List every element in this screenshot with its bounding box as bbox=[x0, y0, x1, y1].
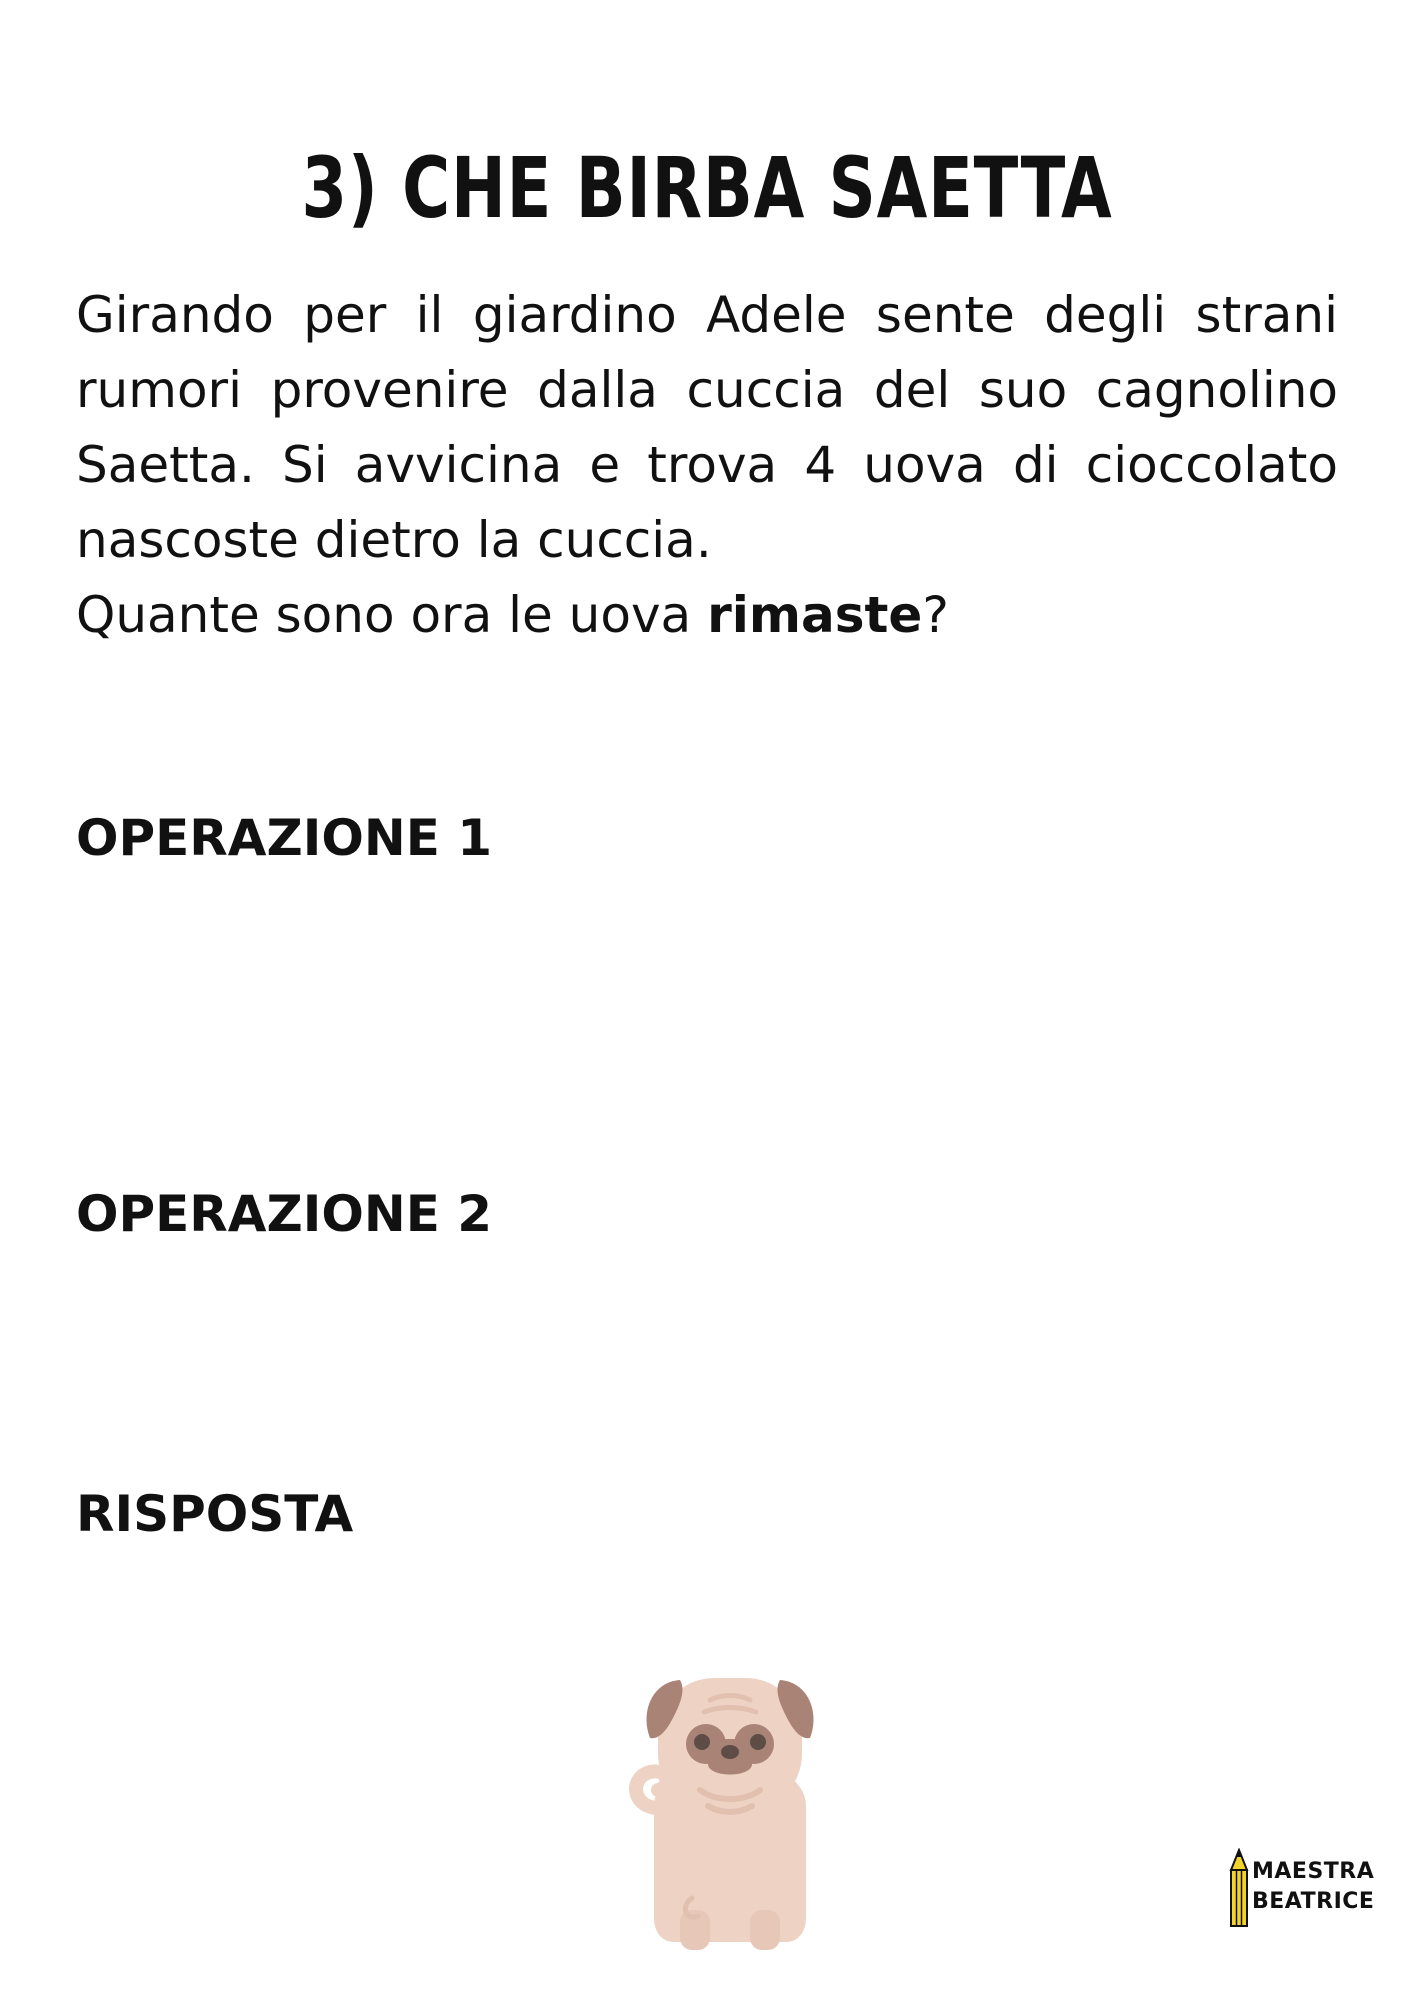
question-suffix: ? bbox=[922, 586, 949, 644]
question-prefix: Quante sono ora le uova bbox=[76, 586, 708, 644]
problem-question bbox=[76, 578, 1338, 653]
pug-dog-icon bbox=[610, 1660, 850, 1960]
logo-line-2: BEATRICE bbox=[1252, 1889, 1375, 1914]
operation-1-label: OPERAZIONE 1 bbox=[76, 809, 493, 867]
pencil-icon bbox=[1228, 1848, 1250, 1928]
question-bold-word: rimaste bbox=[707, 586, 923, 644]
logo-line-1: MAESTRA bbox=[1252, 1859, 1375, 1884]
problem-text bbox=[76, 278, 1338, 653]
answer-label: RISPOSTA bbox=[76, 1485, 354, 1543]
problem-body: Girando per il giardino Adele sente degli strani rumori provenire dalla cuccia del suo cagnolino Saetta. Si avvicina e trova 4 uova di cioccolato nascoste dietro la cuccia. bbox=[76, 286, 1338, 569]
operation-2-label: OPERAZIONE 2 bbox=[76, 1185, 493, 1243]
page-title: 3) CHE BIRBA SAETTA bbox=[301, 139, 1113, 237]
maestra-beatrice-logo bbox=[1228, 1848, 1378, 1928]
